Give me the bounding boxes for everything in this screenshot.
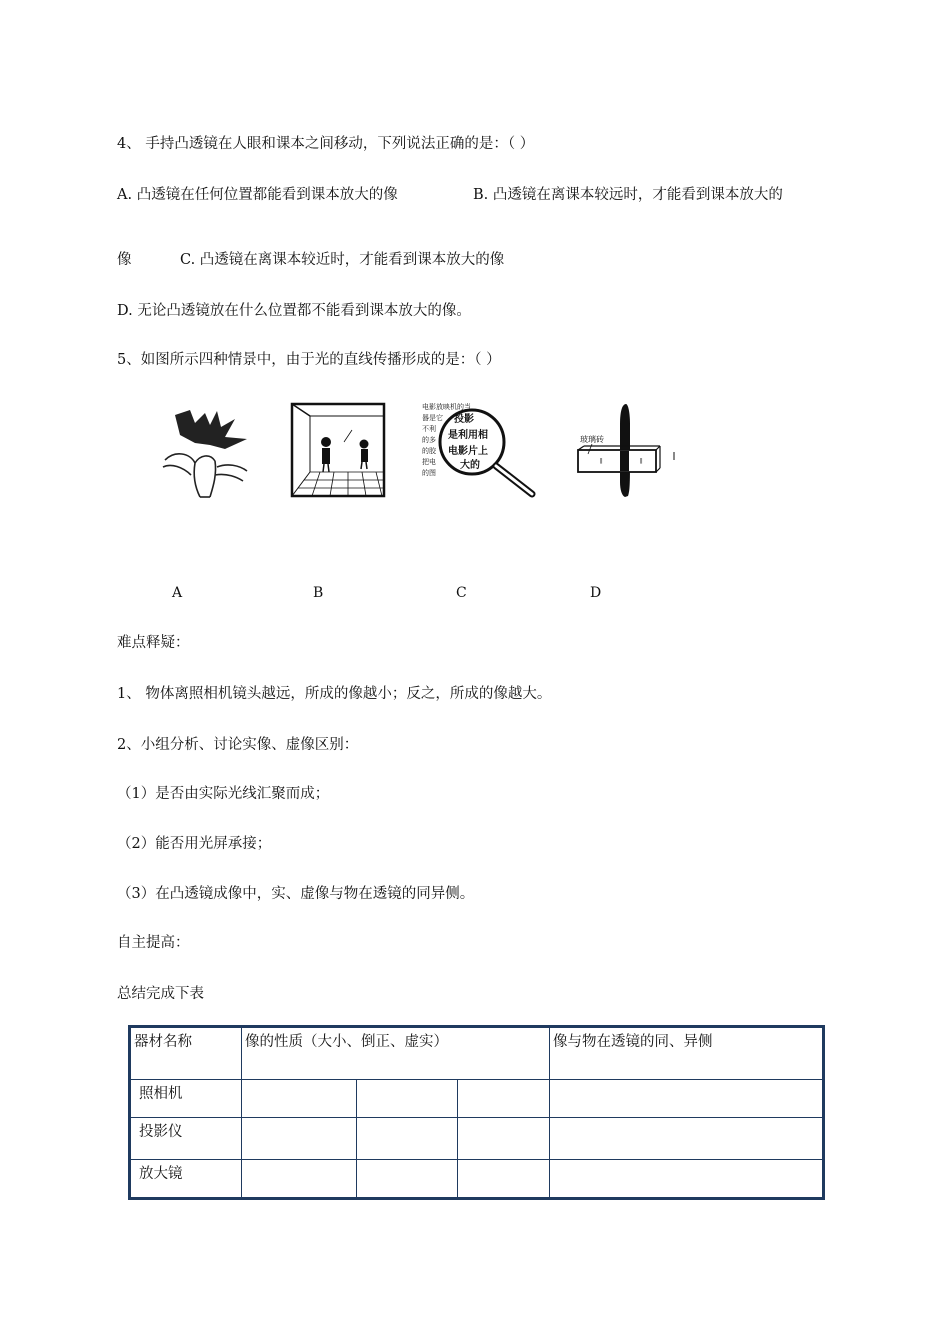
figc-big-2: 是利用相 <box>448 430 488 441</box>
difficulty-sub-1: （1）是否由实际光线汇聚而成； <box>117 786 330 802</box>
header-image-nature: 像的性质（大小、倒正、虚实） <box>242 1027 550 1080</box>
cell-camera-orientation[interactable] <box>357 1080 458 1118</box>
figure-d-glass-brick <box>570 402 680 498</box>
table-caption: 总结完成下表 <box>117 986 204 1002</box>
figc-line-4: 的多 <box>422 436 436 444</box>
cell-magnifier-real-virtual[interactable] <box>458 1160 550 1199</box>
summary-table <box>128 1025 825 1200</box>
q5-stem: 5、如图所示四种情景中，由于光的直线传播形成的是：（ ） <box>117 352 501 368</box>
figc-line-1: 电影放映机的当 <box>422 403 471 411</box>
svg-text:∥: ∥ <box>600 458 603 465</box>
header-image-side: 像与物在透镜的同、异侧 <box>550 1027 824 1080</box>
figure-label-b: B <box>313 585 324 601</box>
table-row <box>130 1080 824 1118</box>
header-equipment-name: 器材名称 <box>130 1027 242 1080</box>
figc-big-3: 电影片上 <box>448 446 488 457</box>
row-label-magnifier: 放大镜 <box>130 1160 242 1199</box>
q4-stem: 4、 手持凸透镜在人眼和课本之间移动，下列说法正确的是：（ ） <box>117 136 535 152</box>
difficulty-item-1: 1、 物体离照相机镜头越远，所成的像越小；反之，所成的像越大。 <box>117 686 552 702</box>
figc-big-4: 大的 <box>460 460 480 471</box>
difficulty-title: 难点释疑： <box>117 635 190 651</box>
row-label-projector: 投影仪 <box>130 1118 242 1160</box>
figd-label: 玻璃砖 <box>580 435 604 444</box>
cell-camera-real-virtual[interactable] <box>458 1080 550 1118</box>
difficulty-item-2: 2、小组分析、讨论实像、虚像区别： <box>117 737 359 753</box>
row-label-camera: 照相机 <box>130 1080 242 1118</box>
figure-b-mirror-room <box>290 402 386 498</box>
difficulty-sub-3: （3）在凸透镜成像中，实、虚像与物在透镜的同异侧。 <box>117 886 475 902</box>
cell-camera-size[interactable] <box>242 1080 357 1118</box>
cell-projector-orientation[interactable] <box>357 1118 458 1160</box>
cell-magnifier-size[interactable] <box>242 1160 357 1199</box>
figc-big-1: 投影 <box>454 414 474 425</box>
q4-option-b: B. 凸透镜在离课本较远时，才能看到课本放大的 <box>473 187 783 203</box>
difficulty-sub-2: （2）能否用光屏承接； <box>117 836 272 852</box>
figure-a-hand-shadow <box>155 405 255 500</box>
table-row <box>130 1160 824 1199</box>
figure-label-d: D <box>590 585 602 601</box>
figc-line-5: 的胶 <box>422 447 436 455</box>
cell-magnifier-side[interactable] <box>550 1160 824 1199</box>
q4-option-b-cont: 像 <box>117 252 132 268</box>
figure-c-magnifier <box>420 400 542 500</box>
improve-title: 自主提高： <box>117 935 190 951</box>
figure-label-c: C <box>456 585 467 601</box>
cell-camera-side[interactable] <box>550 1080 824 1118</box>
cell-magnifier-orientation[interactable] <box>357 1160 458 1199</box>
q4-option-a: A. 凸透镜在任何位置都能看到课本放大的像 <box>117 187 398 203</box>
cell-projector-size[interactable] <box>242 1118 357 1160</box>
q4-option-c: C. 凸透镜在离课本较近时，才能看到课本放大的像 <box>180 252 505 268</box>
figc-line-3: 不利 <box>422 425 436 433</box>
cell-projector-side[interactable] <box>550 1118 824 1160</box>
figc-line-6: 把电 <box>422 458 436 466</box>
cell-projector-real-virtual[interactable] <box>458 1118 550 1160</box>
svg-text:∥: ∥ <box>640 458 643 465</box>
table-row <box>130 1118 824 1160</box>
figc-line-7: 的图 <box>422 469 436 477</box>
figure-label-a: A <box>172 585 183 601</box>
figc-line-2: 器是它 <box>422 414 443 422</box>
q4-option-d: D. 无论凸透镜放在什么位置都不能看到课本放大的像。 <box>117 303 471 319</box>
